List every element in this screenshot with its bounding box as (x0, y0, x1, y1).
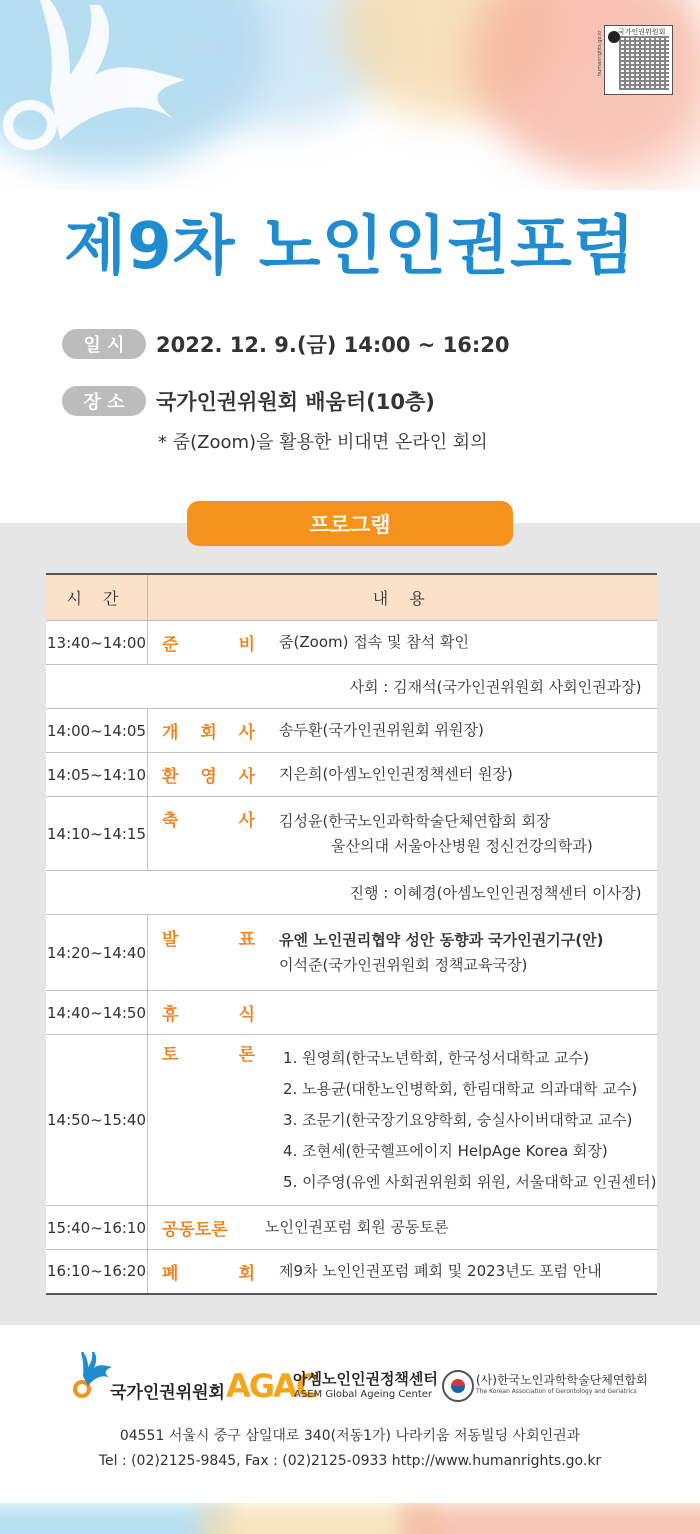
session-content (148, 991, 658, 1035)
session-content (148, 753, 658, 797)
table-row (46, 915, 657, 991)
session-line: 유엔 노인권리협약 성안 동향과 국가인권기구(안) (279, 930, 604, 949)
session-time: 14:50~15:40 (46, 1035, 148, 1206)
session-content (148, 915, 658, 991)
agac-english-name: ASEM Global Ageing Center (294, 1389, 433, 1400)
session-label-char: 축 (162, 810, 179, 831)
program-table (46, 573, 657, 1295)
place-row (62, 386, 435, 416)
session-label-char: 폐 (162, 1263, 179, 1284)
session-label (162, 928, 255, 953)
session-description (279, 1259, 602, 1284)
session-time: 14:20~14:40 (46, 915, 148, 991)
session-note: 진행 : 이혜경(아셈노인인권정책센터 이사장) (46, 871, 657, 915)
session-label-char: 공동토론 (162, 1220, 228, 1240)
session-line: 울산의대 서울아산병원 정신건강의학과) (331, 836, 593, 855)
session-time: 14:10~14:15 (46, 797, 148, 871)
session-label-char: 토 (162, 1044, 179, 1065)
session-label (162, 718, 255, 743)
session-label-char: 회 (238, 1263, 256, 1284)
place-label: 장 소 (62, 386, 146, 416)
table-row (46, 991, 657, 1035)
table-row (46, 621, 657, 665)
session-label (162, 1000, 255, 1025)
session-label-char: 발 (162, 929, 179, 950)
session-label-char: 준 (162, 635, 179, 655)
session-line: 줌(Zoom) 접속 및 참석 확인 (279, 633, 469, 651)
session-line: 제9차 노인인권포럼 폐회 및 2023년도 포럼 안내 (279, 1261, 602, 1280)
session-line: 지은희(아셈노인인권정책센터 원장) (279, 765, 513, 783)
date-row (62, 329, 510, 359)
session-label-char: 비 (238, 635, 256, 655)
session-line: 이석준(국가인권위원회 정책교육국장) (279, 955, 528, 974)
date-label: 일 시 (62, 329, 146, 359)
session-line: 5. 이주영(유엔 사회권위원회 위원, 서울대학교 인권센터) (283, 1172, 657, 1191)
place-note: * 줌(Zoom)을 활용한 비대면 온라인 회의 (158, 432, 488, 453)
table-row (46, 1250, 657, 1294)
qr-side-text: humanrights.go.kr (597, 30, 603, 77)
session-label-char: 환 (162, 767, 179, 787)
table-row (46, 797, 657, 871)
contact-info: Tel : (02)2125-9845, Fax : (02)2125-0933 http://www.humanrights.go.kr (98, 1453, 602, 1469)
session-line: 송두환(국가인권위원회 위원장) (279, 721, 484, 739)
hand-illustration-icon (0, 0, 700, 190)
session-description (279, 630, 469, 655)
footer-watercolor (0, 1503, 700, 1534)
session-label-char: 사 (238, 723, 256, 743)
header-time: 시 간 (46, 574, 148, 621)
session-label (162, 1043, 255, 1068)
session-content (148, 1035, 658, 1206)
session-time: 16:10~16:20 (46, 1250, 148, 1294)
agac-logo: AGAC (226, 1367, 318, 1405)
session-label-char: 사 (238, 767, 256, 787)
nhrck-name: 국가인권위원회 (110, 1383, 225, 1403)
kagg-name: (사)한국노인과학학술단체연합회 (476, 1373, 648, 1387)
session-label-char: 영 (200, 767, 217, 787)
session-label-char: 표 (238, 929, 256, 950)
session-line: 3. 조문기(한국장기요양학회, 숭실사이버대학교 교수) (283, 1110, 633, 1129)
session-description (279, 928, 603, 978)
table-row (46, 1206, 657, 1250)
session-description (265, 1215, 448, 1240)
qr-label: 국가인권위원회 (618, 28, 666, 36)
session-label (162, 1259, 255, 1284)
session-line: 4. 조현세(한국헬프에이지 HelpAge Korea 회장) (283, 1141, 608, 1160)
session-description (279, 762, 513, 787)
session-time: 14:00~14:05 (46, 709, 148, 753)
session-time: 14:40~14:50 (46, 991, 148, 1035)
table-row (46, 1035, 657, 1206)
session-line: 노인인권포럼 회원 공동토론 (265, 1218, 449, 1236)
table-row (46, 753, 657, 797)
place-value: 국가인권위원회 배움터(10층) (156, 390, 435, 414)
header-content: 내 용 (148, 574, 658, 621)
session-content (148, 621, 658, 665)
session-description (279, 809, 593, 859)
header-watercolor (0, 0, 700, 190)
kagg-emblem-icon (442, 1370, 474, 1402)
session-description (279, 718, 484, 743)
session-time: 13:40~14:00 (46, 621, 148, 665)
session-label-char: 휴 (162, 1005, 179, 1025)
session-label-char: 론 (238, 1044, 256, 1065)
program-button[interactable]: 프로그램 (187, 501, 513, 546)
session-label-char: 개 (162, 723, 179, 743)
session-label-char: 식 (238, 1005, 256, 1025)
table-row (46, 665, 657, 709)
session-content (148, 709, 658, 753)
session-description (279, 1043, 656, 1198)
page-title: 제9차 노인인권포럼 (64, 210, 636, 284)
table-row (46, 709, 657, 753)
session-label-char: 사 (238, 810, 256, 831)
session-line: 1. 원영희(한국노년학회, 한국성서대학교 교수) (283, 1048, 589, 1067)
session-line: 2. 노용균(대한노인병학회, 한림대학교 의과대학 교수) (283, 1079, 638, 1098)
session-label (162, 809, 255, 834)
session-note: 사회 : 김재석(국가인권위원회 사회인권과장) (46, 665, 657, 709)
session-time: 15:40~16:10 (46, 1206, 148, 1250)
session-label (162, 1215, 255, 1240)
session-label (162, 630, 255, 655)
session-label (162, 762, 255, 787)
session-content (148, 797, 658, 871)
table-header-row (46, 574, 657, 621)
address: 04551 서울시 중구 삼일대로 340(저동1가) 나라키움 저동빌딩 사회인권과 (119, 1428, 581, 1444)
kagg-english-name: The Korean Association of Gerontology and Geriatrics (476, 1388, 637, 1395)
session-time: 14:05~14:10 (46, 753, 148, 797)
table-row (46, 871, 657, 915)
date-value: 2022. 12. 9.(금) 14:00 ~ 16:20 (156, 333, 510, 357)
session-content (148, 1206, 658, 1250)
session-label-char: 회 (200, 723, 217, 743)
session-content (148, 1250, 658, 1294)
session-line: 김성윤(한국노인과학학술단체연합회 회장 (279, 811, 551, 830)
agac-name: 아셈노인인권정책센터 (293, 1370, 438, 1388)
